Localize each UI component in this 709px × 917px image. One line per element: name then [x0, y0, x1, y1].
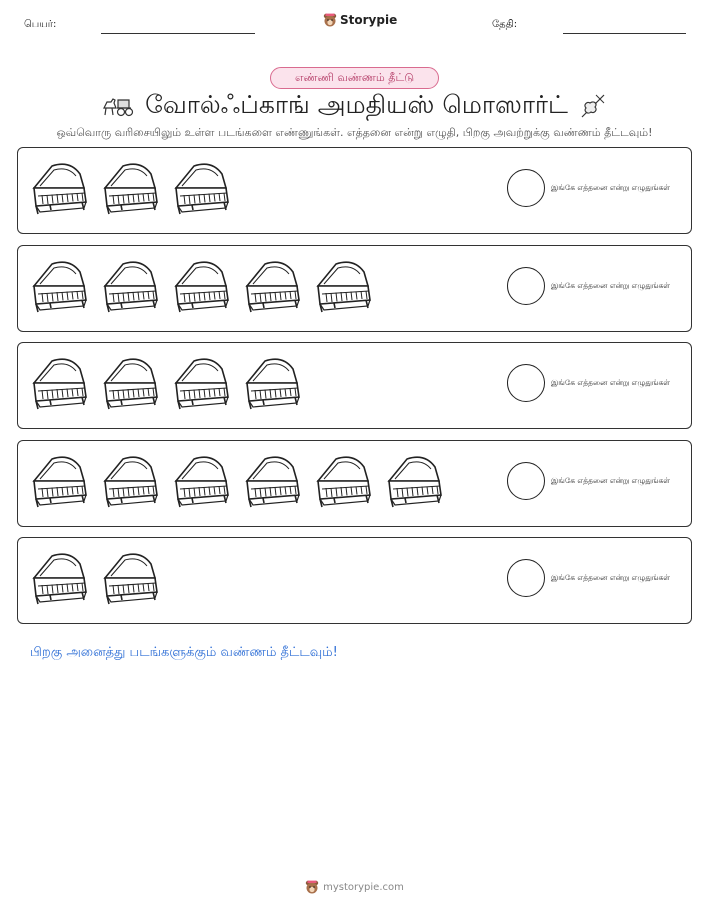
name-label: பெயர்: — [24, 19, 57, 30]
answer-hint: இங்கே எத்தனை என்று எழுதுங்கள் — [551, 281, 671, 290]
site-footer — [0, 880, 709, 894]
footer-note: பிறகு அனைத்து படங்களுக்கும் வண்ணம் தீட்டவும்! — [30, 645, 338, 660]
date-label: தேதி: — [492, 19, 518, 30]
grand-piano-icon — [172, 353, 230, 415]
grand-piano-icon — [385, 451, 443, 513]
grand-piano-icon — [30, 353, 88, 415]
counting-row-5 — [17, 537, 692, 624]
grand-piano-icon — [101, 256, 159, 318]
grand-piano-icon — [30, 158, 88, 220]
title-row — [0, 88, 709, 124]
counting-row-4 — [17, 440, 692, 527]
grand-piano-icon — [101, 353, 159, 415]
grand-piano-icon — [172, 158, 230, 220]
violin-icon — [578, 91, 608, 121]
activity-badge: எண்ணி வண்ணம் தீட்டு — [270, 67, 439, 89]
bear-logo-icon — [305, 880, 319, 894]
grand-piano-icon — [101, 548, 159, 610]
answer-circle[interactable] — [507, 364, 545, 402]
answer-circle[interactable] — [507, 462, 545, 500]
piano-group — [30, 451, 443, 513]
counting-row-3 — [17, 342, 692, 429]
grand-piano-icon — [30, 451, 88, 513]
grand-piano-icon — [314, 256, 372, 318]
piano-group — [30, 256, 372, 318]
grand-piano-icon — [101, 451, 159, 513]
answer-circle[interactable] — [507, 559, 545, 597]
piano-group — [30, 548, 159, 610]
grand-piano-icon — [172, 451, 230, 513]
grand-piano-icon — [101, 158, 159, 220]
answer-hint: இங்கே எத்தனை என்று எழுதுங்கள் — [551, 476, 671, 485]
worksheet-header — [0, 0, 709, 50]
horse-carriage-icon — [101, 94, 135, 118]
piano-group — [30, 158, 230, 220]
brand-name: Storypie — [340, 13, 398, 27]
instructions: ஒவ்வொரு வரிசையிலும் உள்ள படங்களை எண்ணுங்கள். எத்தனை என்று எழுதி, பிறகு அவற்றுக்கு வண்ணம் தீட்டவும்! — [56, 126, 653, 139]
site-url: mystorypie.com — [323, 881, 404, 893]
worksheet-title: வோல்ஃப்காங் அமதியஸ் மொஸார்ட் — [145, 89, 568, 119]
bear-logo-icon — [323, 13, 337, 27]
answer-hint: இங்கே எத்தனை என்று எழுதுங்கள் — [551, 573, 671, 582]
date-write-line — [563, 33, 686, 34]
answer-circle[interactable] — [507, 267, 545, 305]
name-write-line — [101, 33, 255, 34]
answer-circle[interactable] — [507, 169, 545, 207]
grand-piano-icon — [172, 256, 230, 318]
answer-hint: இங்கே எத்தனை என்று எழுதுங்கள் — [551, 378, 671, 387]
piano-group — [30, 353, 301, 415]
grand-piano-icon — [30, 548, 88, 610]
grand-piano-icon — [243, 353, 301, 415]
grand-piano-icon — [30, 256, 88, 318]
grand-piano-icon — [314, 451, 372, 513]
counting-row-1 — [17, 147, 692, 234]
answer-hint: இங்கே எத்தனை என்று எழுதுங்கள் — [551, 183, 671, 192]
grand-piano-icon — [243, 256, 301, 318]
counting-row-2 — [17, 245, 692, 332]
brand — [323, 13, 397, 27]
grand-piano-icon — [243, 451, 301, 513]
